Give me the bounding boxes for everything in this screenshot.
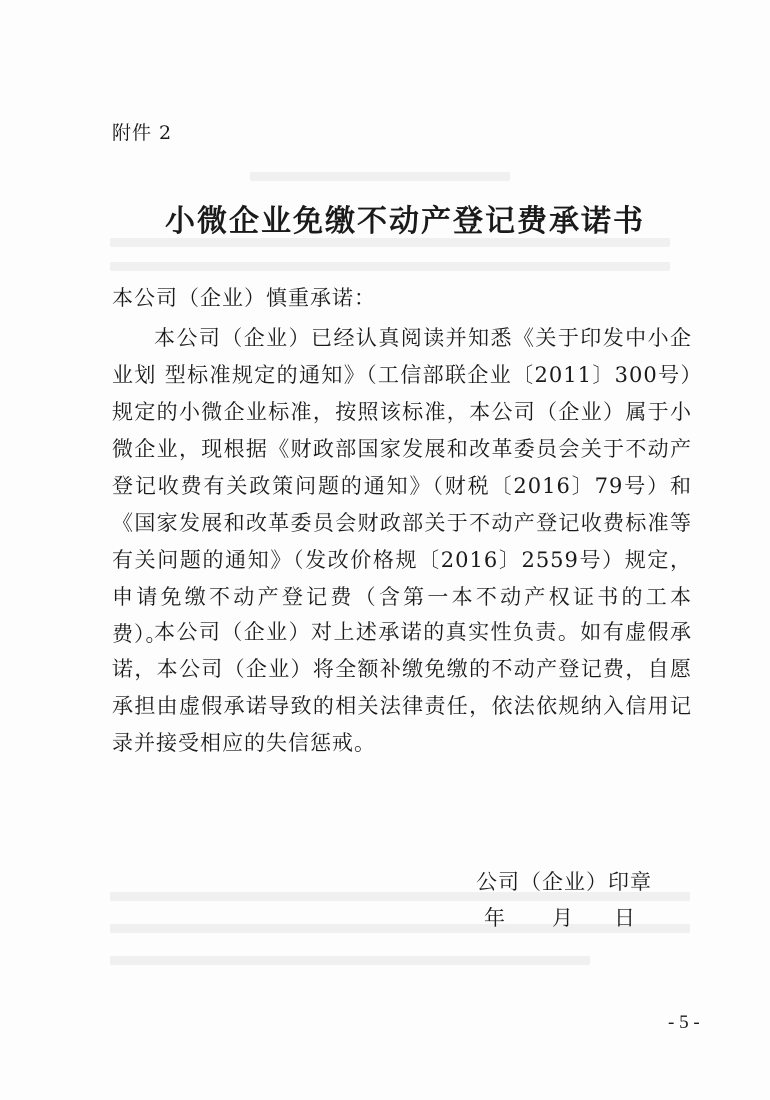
- date-line: [484, 902, 635, 932]
- paragraph-commitment: 本公司（企业）已经认真阅读并知悉《关于印发中小企业划 型标准规定的通知》（工信部联企业〔2011〕300号）规定的小微企业标准，按照该标准，本公司（企业）属于小微企业，现根据《财政部国家发展和改革委员会关于不动产登记收费有关政策问题的通知》（财税〔2016〕79号）和《国家发展和改革委员会财政部关于不动产登记收费标准等有关问题的通知》（发改价格规〔2016〕2559号）规定，申请免缴不动产登记费（含第一本不动产权证书的工本费）。: [112, 326, 692, 646]
- bleed-through-mark: [110, 956, 590, 965]
- bleed-through-mark: [110, 262, 670, 271]
- attachment-label: 附件 2: [112, 122, 173, 144]
- page-number: - 5 -: [668, 1012, 700, 1033]
- paragraph-responsibility: 本公司（企业）对上述承诺的真实性负责。如有虚假承诺，本公司（企业）将全额补缴免缴的不动产登记费，自愿承担由虚假承诺导致的相关法律责任，依法依规纳入信用记录并接受相应的失信惩戒。: [112, 620, 692, 755]
- date-month: 月: [552, 906, 573, 930]
- date-day: 日: [614, 906, 635, 930]
- document-title: 小微企业免缴不动产登记费承诺书: [165, 204, 645, 239]
- intro-line: 本公司（企业）慎重承诺：: [112, 286, 376, 310]
- bleed-through-mark: [250, 172, 510, 181]
- date-year: 年: [484, 906, 505, 930]
- company-seal-label: 公司（企业）印章: [476, 870, 652, 894]
